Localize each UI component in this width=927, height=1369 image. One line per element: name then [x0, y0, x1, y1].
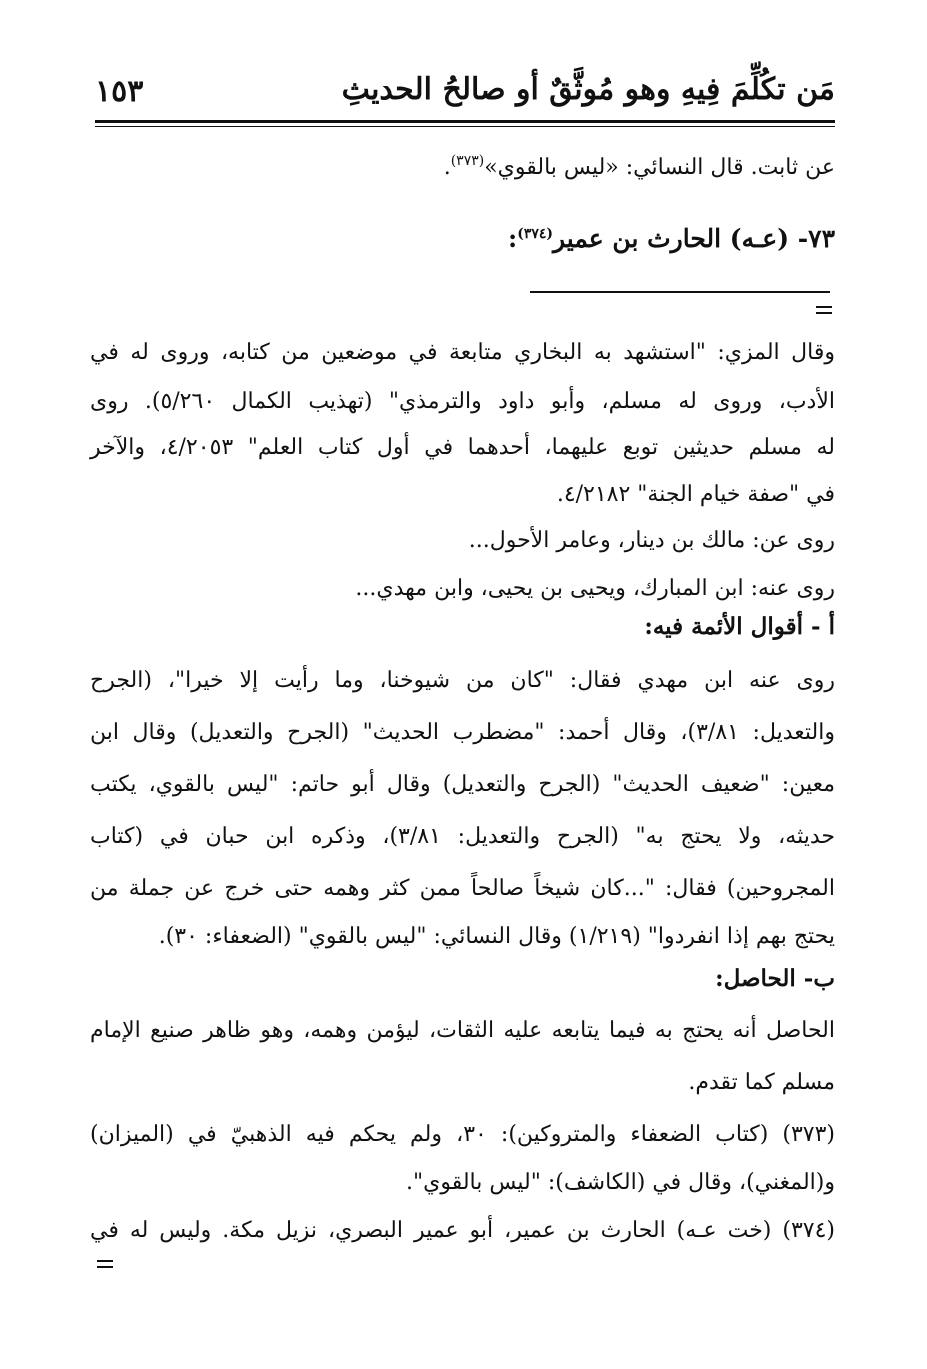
- continuation-line: الأدب، وروى له مسلم، وأبو داود والترمذي" (تهذيب الكمال ٥/٢٦٠). روى: [90, 389, 835, 414]
- continuation-mark-bottom: [97, 1260, 113, 1268]
- continuation-line: في "صفة خيام الجنة" ٤/٢١٨٢.: [556, 482, 835, 507]
- body-line-1: [90, 151, 835, 185]
- header-rule-thick: [95, 120, 835, 123]
- section-a-line: يحتج بهم إذا انفردوا" (١/٢١٩) وقال النسائي: "ليس بالقوي" (الضعفاء: ٣٠).: [158, 924, 835, 949]
- narrated-by-line: روى عنه: ابن المبارك، ويحيى بن يحيى، وابن مهدي...: [355, 576, 835, 601]
- section-a-line: روى عنه ابن مهدي فقال: "كان من شيوخنا، وما رأيت إلا خيرا"، (الجرح: [90, 668, 835, 693]
- header-rule-thin: [95, 126, 835, 127]
- footnote-374-line: (٣٧٤) (خت عـه) الحارث بن عمير، أبو عمير البصري، نزيل مكة. وليس له في: [90, 1218, 835, 1243]
- entry-heading-end: :: [507, 224, 518, 253]
- section-a-line: المجروحين) فقال: "...كان شيخاً صالحاً ممن كثر وهمه حتى خرج عن جملة من: [90, 876, 835, 901]
- footnote-ref-373: (٣٧٣): [450, 153, 485, 169]
- section-a-line: والتعديل: ٣/٨١)، وقال أحمد: "مضطرب الحديث" (الجرح والتعديل) وقال ابن: [90, 720, 835, 745]
- section-b-line: مسلم كما تقدم.: [688, 1070, 835, 1095]
- body-line-1-end: .: [443, 155, 451, 180]
- footnote-373-line: و(المغني)، وقال في (الكاشف): "ليس بالقوي".: [406, 1170, 835, 1195]
- footnote-373-line: (٣٧٣) (كتاب الضعفاء والمتروكين): ٣٠، ولم يحكم فيه الذهبيّ في (الميزان): [90, 1122, 836, 1147]
- section-a-line: حديثه، ولا يحتج به" (الجرح والتعديل: ٣/٨١)، وذكره ابن حبان في (كتاب: [90, 824, 835, 849]
- section-b-line: الحاصل أنه يحتج به فيما يتابعه عليه الثقات، ليؤمن وهمه، وهو ظاهر صنيع الإمام: [90, 1018, 835, 1043]
- continuation-line: له مسلم حديثين توبع عليهما، أحدهما في أول كتاب العلم" ٤/٢٠٥٣، والآخر: [90, 435, 835, 460]
- section-a-heading: أ - أقوال الأئمة فيه:: [644, 613, 835, 640]
- section-a-line: معين: "ضعيف الحديث" (الجرح والتعديل) وقال أبو حاتم: "ليس بالقوي، يكتب: [90, 772, 835, 797]
- continuation-mark-top: [816, 306, 832, 314]
- page-number: ١٥٣: [95, 74, 144, 109]
- narrated-from-line: روى عن: مالك بن دينار، وعامر الأحول...: [468, 528, 835, 553]
- entry-heading: [90, 222, 835, 256]
- continuation-line: وقال المزي: "استشهد به البخاري متابعة في موضعين من كتابه، وروى له في: [90, 340, 835, 365]
- entry-heading-text: ٧٣- (عـه) الحارث بن عمير: [553, 224, 835, 253]
- body-line-1-text: عن ثابت. قال النسائي: «ليس بالقوي»: [484, 155, 835, 180]
- footnote-separator: [530, 291, 830, 293]
- footnote-ref-374: (٣٧٤): [517, 226, 554, 242]
- running-header-title: مَن تكُلِّمَ فِيهِ وهو مُوثَّقٌ أو صالحُ الحديثِ: [341, 72, 835, 107]
- section-b-heading: ب- الحاصل:: [715, 965, 835, 992]
